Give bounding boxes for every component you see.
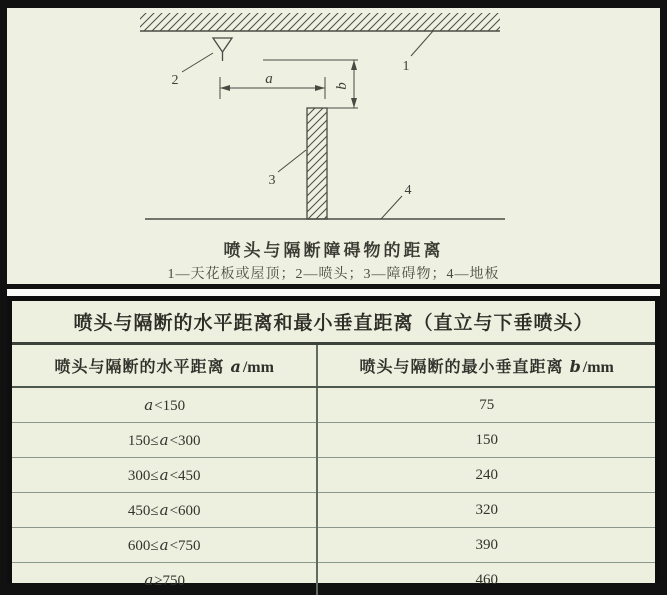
value-cell: 150: [317, 423, 655, 458]
range-before: 300≤: [127, 467, 159, 484]
label-sprinkler: 2: [171, 73, 179, 88]
range-cell: [12, 458, 317, 493]
arrow-left-icon: [220, 85, 230, 91]
leader-1: [411, 31, 433, 56]
table-section: [7, 296, 660, 589]
ceiling-hatch: [140, 13, 500, 31]
range-after: <300: [169, 432, 201, 449]
figure-caption: 喷头与隔断障碍物的距离: [223, 241, 444, 260]
table-row: [12, 423, 655, 458]
label-obstruction: 3: [268, 173, 276, 188]
range-cell: [12, 387, 317, 423]
table-row: [12, 458, 655, 493]
label-floor: 4: [404, 183, 412, 198]
obstruction-rect: [307, 108, 327, 219]
sprinkler-icon: [213, 38, 232, 61]
range-cell: [12, 563, 317, 595]
arrow-up-icon: [351, 60, 357, 70]
arrow-right-icon: [315, 85, 325, 91]
col1-unit: /mm: [242, 359, 274, 376]
sprinkler-obstruction-diagram: [7, 8, 660, 234]
range-var: a: [144, 570, 154, 589]
range-cell: [12, 423, 317, 458]
table-row: [12, 528, 655, 563]
range-var: a: [159, 465, 169, 484]
range-before: 600≤: [127, 537, 159, 554]
range-cell: [12, 493, 317, 528]
range-before: 150≤: [127, 432, 159, 449]
col1-label: 喷头与隔断的水平距离: [54, 359, 225, 376]
value-cell: 390: [317, 528, 655, 563]
leader-3: [278, 150, 306, 172]
table-row: [12, 563, 655, 595]
col-header-min-vertical-distance: [317, 345, 655, 387]
range-after: <150: [154, 397, 186, 414]
figure-legend: 1—天花板或屋顶；2—喷头；3—障碍物；4—地板: [167, 267, 500, 282]
col2-var: b: [569, 357, 582, 376]
value-cell: 75: [317, 387, 655, 423]
col2-label: 喷头与隔断的最小垂直距离: [359, 359, 564, 376]
distance-table: [12, 345, 655, 595]
value-cell: 460: [317, 563, 655, 595]
table-row: [12, 493, 655, 528]
range-var: a: [144, 395, 154, 414]
range-cell: [12, 528, 317, 563]
figure-section: [7, 8, 660, 284]
range-var: a: [159, 535, 169, 554]
section-divider: [7, 289, 660, 296]
col-header-horizontal-distance: [12, 345, 317, 387]
dim-b-label: b: [334, 82, 350, 90]
table-row: [12, 387, 655, 423]
col1-var: a: [230, 357, 242, 376]
value-cell: 320: [317, 493, 655, 528]
label-ceiling: 1: [402, 59, 410, 74]
table-title: 喷头与隔断的水平距离和最小垂直距离（直立与下垂喷头）: [12, 301, 655, 345]
range-after: <600: [169, 502, 201, 519]
range-before: 450≤: [127, 502, 159, 519]
value-cell: 240: [317, 458, 655, 493]
range-after: <450: [169, 467, 201, 484]
col2-unit: /mm: [582, 359, 614, 376]
leader-2: [182, 53, 213, 72]
table-header-row: [12, 345, 655, 387]
range-after: <750: [169, 537, 201, 554]
range-after: ≥750: [154, 572, 186, 589]
range-var: a: [159, 500, 169, 519]
dim-a-label: a: [265, 71, 273, 87]
arrow-down-icon: [351, 98, 357, 108]
leader-4: [381, 196, 402, 219]
range-var: a: [159, 430, 169, 449]
